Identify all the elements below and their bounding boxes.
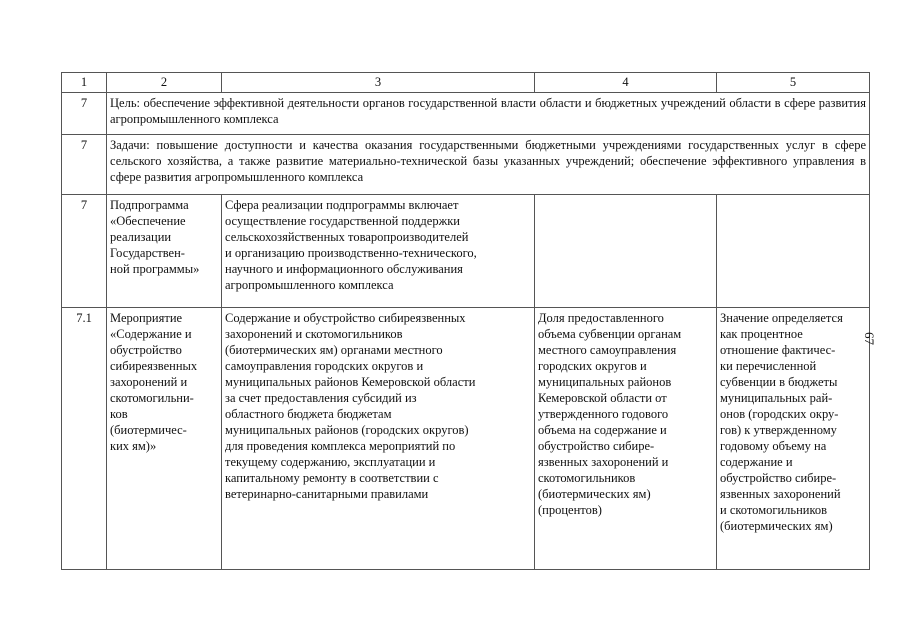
tasks-text: Задачи: повышение доступности и качества оказания государственными бюджетными учреждениями государственных услуг в сфере сельского хозяйства, а также развитие материально-технической базы указанных учреждений; обеспечение эффективного управления в сфере развития агропромышленного комплекса	[107, 135, 870, 195]
tasks-row-number: 7	[62, 135, 107, 195]
header-cell-1: 1	[62, 73, 107, 93]
header-cell-5: 5	[717, 73, 870, 93]
header-cell-3: 3	[222, 73, 535, 93]
measure-row	[62, 308, 870, 570]
header-cell-4: 4	[535, 73, 717, 93]
goal-text: Цель: обеспечение эффективной деятельности органов государственной власти области и бюджетных учреждений области в сфере развития агропромышленного комплекса	[107, 93, 870, 135]
header-cell-2: 2	[107, 73, 222, 93]
subprogram-method	[717, 195, 870, 308]
measure-row-number: 7.1	[62, 308, 107, 570]
goal-row	[62, 93, 870, 135]
tasks-row	[62, 135, 870, 195]
goal-row-number: 7	[62, 93, 107, 135]
subprogram-description: Сфера реализации подпрограммы включает осуществление государственной поддержки сельскохозяйственных товаропроизводителей и организацию производственно-технического, научного и информационного обслуживания агропромышленного комплекса	[222, 195, 535, 308]
subprogram-row-number: 7	[62, 195, 107, 308]
subprogram-row	[62, 195, 870, 308]
subprogram-indicator	[535, 195, 717, 308]
measure-description: Содержание и обустройство сибиреязвенных захоронений и скотомогильников (биотермических ям) органами местного самоуправления городских округов и муниципальных районов Кемеровской области за счет предоставления субсидий из областного бюджета бюджетам муниципальных районов (городских округов) для проведения комплекса мероприятий по текущему содержанию, эксплуатации и капитальному ремонту в соответствии с ветеринарно-санитарными правилами	[222, 308, 535, 570]
subprogram-name: Подпрограмма «Обеспечение реализации Государствен- ной программы»	[107, 195, 222, 308]
measure-name: Мероприятие «Содержание и обустройство сибиреязвенных захоронений и скотомогильни- ков (биотермичес- ких ям)»	[107, 308, 222, 570]
measure-indicator: Доля предоставленного объема субвенции органам местного самоуправления городских округов и муниципальных районов Кемеровской области от утвержденного годового объема на содержание и обустройство сибире- язвенных захоронений и скотомогильников (биотермических ям) (процентов)	[535, 308, 717, 570]
indicators-table	[61, 72, 870, 570]
measure-method: Значение определяется как процентное отношение фактичес- ки перечисленной субвенции в бюджеты муниципальных рай- онов (городских окру- гов) к утвержденному годовому объему на содержание и обустройство сибире- язвенных захоронений и скотомогильников (биотермических ям)	[717, 308, 870, 570]
header-row	[62, 73, 870, 93]
page-number: 67	[862, 332, 877, 345]
